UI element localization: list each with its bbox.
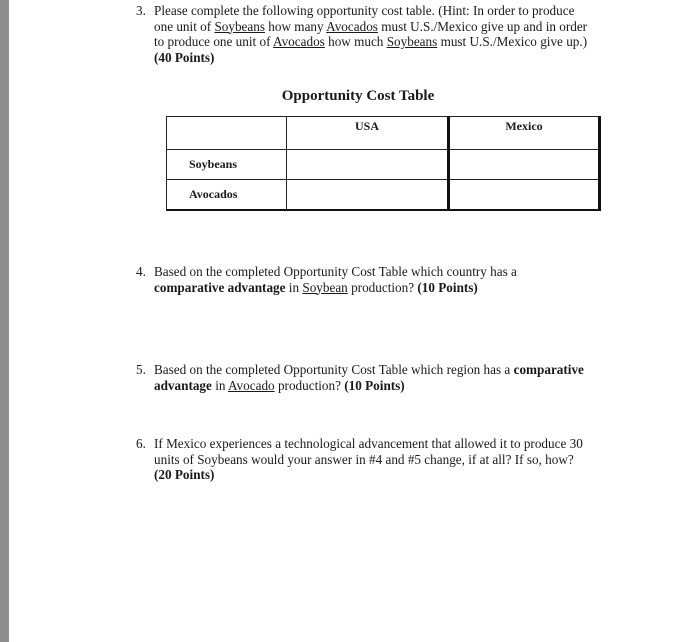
q4-line-1: Based on the completed Opportunity Cost Table which country has a xyxy=(154,264,517,279)
q6-line-2: units of Soybeans would your answer in #4 and #5 change, if at all? If so, how? xyxy=(154,451,574,467)
text: production? xyxy=(347,279,418,295)
row-label-soybeans: Soybeans xyxy=(167,150,287,180)
cell-avocados-mexico[interactable] xyxy=(449,180,600,211)
question-text xyxy=(154,436,624,483)
table-title: Opportunity Cost Table xyxy=(281,88,435,104)
bold-term: advantage xyxy=(154,377,212,393)
points: (10 Points) xyxy=(344,377,405,393)
underlined-term: Soybean xyxy=(302,279,348,295)
header-cell-mexico: Mexico xyxy=(449,117,600,150)
text: how much xyxy=(324,34,387,49)
cell-soybeans-usa[interactable] xyxy=(287,150,449,180)
text: must U.S./Mexico give up.) xyxy=(437,34,588,49)
q3-line-1: Please complete the following opportunity cost table. (Hint: In order to produce xyxy=(154,3,575,18)
text: production? xyxy=(274,377,345,393)
q3-line-3 xyxy=(154,34,634,50)
text: Based on the completed Opportunity Cost Table which region has a xyxy=(154,362,514,377)
q6-line-1: If Mexico experiences a technological advancement that allowed it to produce 30 xyxy=(154,436,583,451)
cell-soybeans-mexico[interactable] xyxy=(449,150,600,180)
q4-line-2 xyxy=(154,280,624,296)
question-number: 5. xyxy=(136,362,146,377)
text: one unit of xyxy=(154,18,215,34)
table-header-row xyxy=(167,117,600,150)
header-cell-empty xyxy=(167,117,287,150)
header-cell-usa: USA xyxy=(287,117,449,150)
question-number: 3. xyxy=(136,3,146,18)
text: in xyxy=(211,377,229,393)
question-text xyxy=(154,3,634,65)
underlined-term: Avocados xyxy=(273,34,325,49)
points-label xyxy=(154,50,634,66)
question-text xyxy=(154,362,624,393)
question-number: 6. xyxy=(136,436,146,451)
bold-term: comparative xyxy=(513,362,584,377)
q3-line-2 xyxy=(154,19,634,35)
text: in xyxy=(285,279,303,295)
opportunity-cost-table xyxy=(166,116,601,211)
underlined-term: Avocados xyxy=(326,18,378,34)
points: (20 Points) xyxy=(154,467,215,482)
bold-term: comparative advantage xyxy=(154,279,286,295)
text: must U.S./Mexico give up and in order xyxy=(377,18,588,34)
text: to produce one unit of xyxy=(154,34,274,49)
points: (10 Points) xyxy=(417,279,478,295)
table-row-soybeans xyxy=(167,150,600,180)
cell-avocados-usa[interactable] xyxy=(287,180,449,211)
points-label xyxy=(154,467,624,483)
underlined-term: Avocado xyxy=(228,377,275,393)
q5-line-2 xyxy=(154,378,624,394)
row-label-avocados: Avocados xyxy=(167,180,287,211)
underlined-term: Soybeans xyxy=(214,18,265,34)
question-text xyxy=(154,264,624,295)
q5-line-1 xyxy=(154,362,624,378)
points: (40 Points) xyxy=(154,49,215,65)
underlined-term: Soybeans xyxy=(386,34,438,49)
table-row-avocados xyxy=(167,180,600,211)
text: how many xyxy=(265,18,327,34)
question-number: 4. xyxy=(136,264,146,279)
